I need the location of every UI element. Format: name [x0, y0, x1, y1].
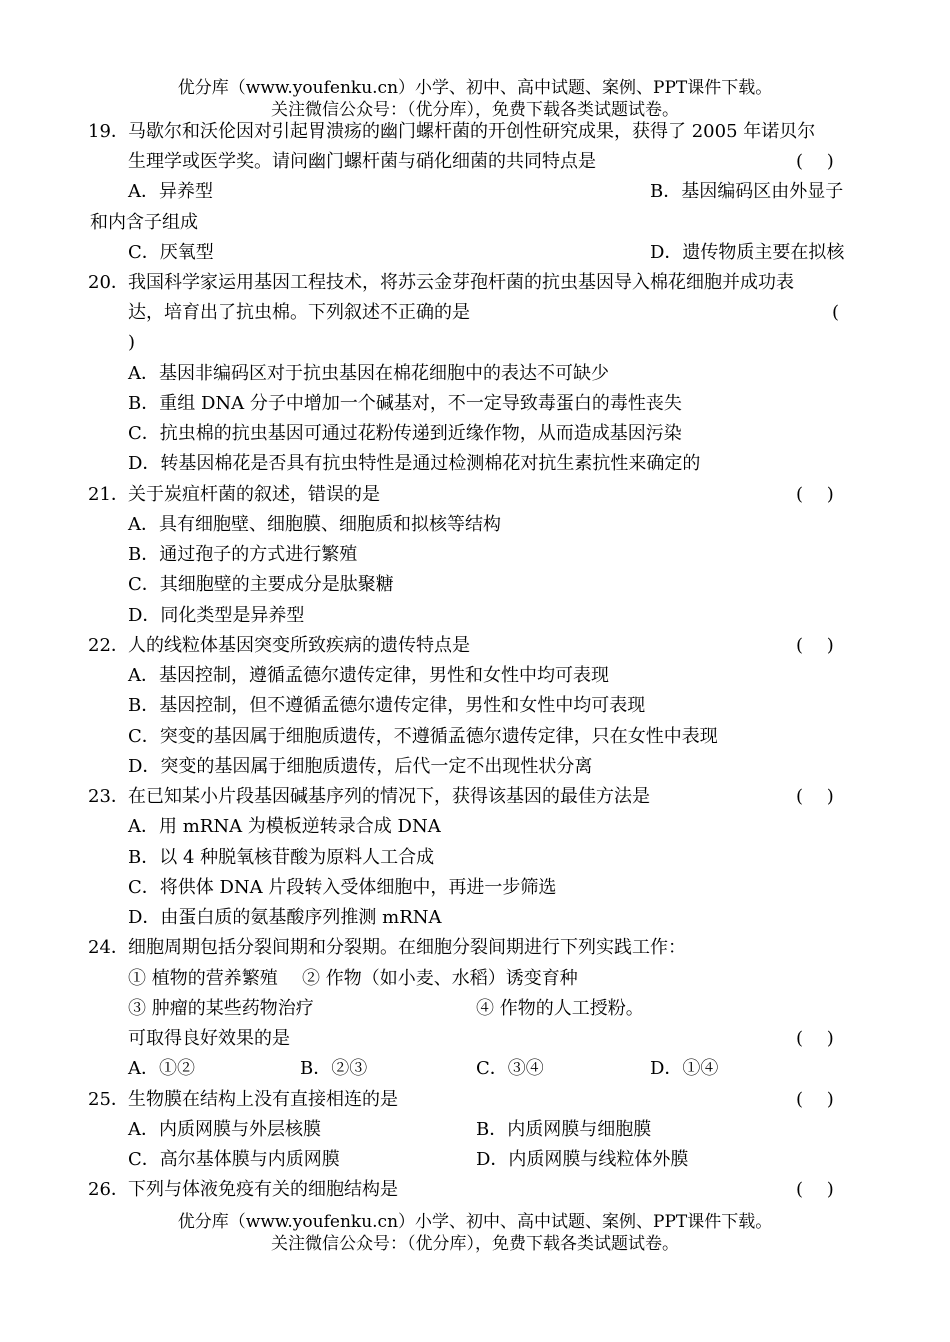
q20-paren-open: (: [832, 302, 840, 323]
q24-option-c: C．③④: [476, 1058, 544, 1079]
q26-answer-paren: ( ): [796, 1179, 834, 1200]
q25-option-a: A．内质网膜与外层核膜: [128, 1119, 321, 1140]
q20-option-c: C．抗虫棉的抗虫基因可通过花粉传递到近缘作物，从而造成基因污染: [128, 423, 682, 444]
q26-number: 26．: [88, 1179, 129, 1200]
q24-option-b: B．②③: [300, 1058, 368, 1079]
q19-option-a: A．异养型: [128, 181, 213, 202]
q24-stem-2: 可取得良好效果的是: [128, 1028, 290, 1049]
q26-stem: 下列与体液免疫有关的细胞结构是: [128, 1179, 398, 1200]
q19-number: 19．: [88, 121, 129, 142]
q20-stem-line-2: 达，培育出了抗虫棉。下列叙述不正确的是: [128, 302, 470, 323]
q24-stem: 细胞周期包括分裂间期和分裂期。在细胞分裂间期进行下列实践工作：: [128, 937, 686, 958]
q19-option-c: C．厌氧型: [128, 242, 214, 263]
q20-stem-line-1: 我国科学家运用基因工程技术，将苏云金芽孢杆菌的抗虫基因导入棉花细胞并成功表: [128, 272, 794, 293]
q23-answer-paren: ( ): [796, 786, 834, 807]
q23-option-d: D．由蛋白质的氨基酸序列推测 mRNA: [128, 907, 442, 928]
q23-option-a: A．用 mRNA 为模板逆转录合成 DNA: [128, 816, 441, 837]
q19-option-d: D．遗传物质主要在拟核: [650, 242, 845, 263]
q23-option-b: B．以 4 种脱氧核苷酸为原料人工合成: [128, 847, 435, 868]
header-line-2: 关注微信公众号：（优分库），免费下载各类试题试卷。: [271, 100, 679, 120]
q24-option-d: D．①④: [650, 1058, 719, 1079]
q21-number: 21．: [88, 484, 129, 505]
q23-stem: 在已知某小片段基因碱基序列的情况下，获得该基因的最佳方法是: [128, 786, 650, 807]
q24-item-4: ④ 作物的人工授粉。: [476, 998, 644, 1019]
q22-number: 22．: [88, 635, 129, 656]
q20-option-a: A．基因非编码区对于抗虫基因在棉花细胞中的表达不可缺少: [128, 363, 609, 384]
q24-item-3: ③ 肿瘤的某些药物治疗: [128, 998, 314, 1019]
q22-option-d: D．突变的基因属于细胞质遗传，后代一定不出现性状分离: [128, 756, 593, 777]
q21-option-d: D．同化类型是异养型: [128, 605, 305, 626]
q22-option-a: A．基因控制，遵循孟德尔遗传定律，男性和女性中均可表现: [128, 665, 609, 686]
q25-option-b: B．内质网膜与细胞膜: [476, 1119, 652, 1140]
q22-stem: 人的线粒体基因突变所致疾病的遗传特点是: [128, 635, 470, 656]
q20-option-d: D．转基因棉花是否具有抗虫特性是通过检测棉花对抗生素抗性来确定的: [128, 453, 701, 474]
q21-option-b: B．通过孢子的方式进行繁殖: [128, 544, 358, 565]
q21-answer-paren: ( ): [796, 484, 834, 505]
q24-answer-paren: ( ): [796, 1028, 834, 1049]
q21-option-a: A．具有细胞壁、细胞膜、细胞质和拟核等结构: [128, 514, 501, 535]
q21-option-c: C．其细胞壁的主要成分是肽聚糖: [128, 574, 394, 595]
q21-stem: 关于炭疽杆菌的叙述，错误的是: [128, 484, 380, 505]
q19-stem-line-1: 马歇尔和沃伦因对引起胃溃疡的幽门螺杆菌的开创性研究成果，获得了 2005 年诺贝尔: [128, 121, 816, 142]
q24-item-2: ② 作物（如小麦、水稻）诱变育种: [302, 968, 578, 989]
q23-number: 23．: [88, 786, 129, 807]
q25-option-c: C．高尔基体膜与内质网膜: [128, 1149, 340, 1170]
footer-line-1: 优分库（www.youfenku.cn）小学、初中、高中试题、案例、PPT课件下载。: [177, 1212, 773, 1232]
q25-answer-paren: ( ): [796, 1089, 834, 1110]
q24-option-a: A．①②: [128, 1058, 195, 1079]
q22-answer-paren: ( ): [796, 635, 834, 656]
header-line-1: 优分库（www.youfenku.cn）小学、初中、高中试题、案例、PPT课件下载。: [177, 78, 773, 98]
q22-option-b: B．基因控制，但不遵循孟德尔遗传定律，男性和女性中均可表现: [128, 695, 646, 716]
q24-item-1: ① 植物的营养繁殖: [128, 968, 278, 989]
footer-line-2: 关注微信公众号：（优分库），免费下载各类试题试卷。: [271, 1234, 679, 1254]
q19-stem-line-2: 生理学或医学奖。请问幽门螺杆菌与硝化细菌的共同特点是: [128, 151, 596, 172]
q20-number: 20．: [88, 272, 129, 293]
q19-option-b: B．基因编码区由外显子: [650, 181, 844, 202]
q19-answer-paren: ( ): [796, 151, 834, 172]
q25-number: 25．: [88, 1089, 129, 1110]
q22-option-c: C．突变的基因属于细胞质遗传，不遵循孟德尔遗传定律，只在女性中表现: [128, 726, 718, 747]
q19-option-b-cont: 和内含子组成: [90, 212, 198, 233]
q23-option-c: C．将供体 DNA 片段转入受体细胞中，再进一步筛选: [128, 877, 557, 898]
q20-option-b: B．重组 DNA 分子中增加一个碱基对，不一定导致毒蛋白的毒性丧失: [128, 393, 682, 414]
q25-stem: 生物膜在结构上没有直接相连的是: [128, 1089, 398, 1110]
q24-number: 24．: [88, 937, 129, 958]
q20-paren-close: ): [128, 332, 136, 353]
q25-option-d: D．内质网膜与线粒体外膜: [476, 1149, 689, 1170]
